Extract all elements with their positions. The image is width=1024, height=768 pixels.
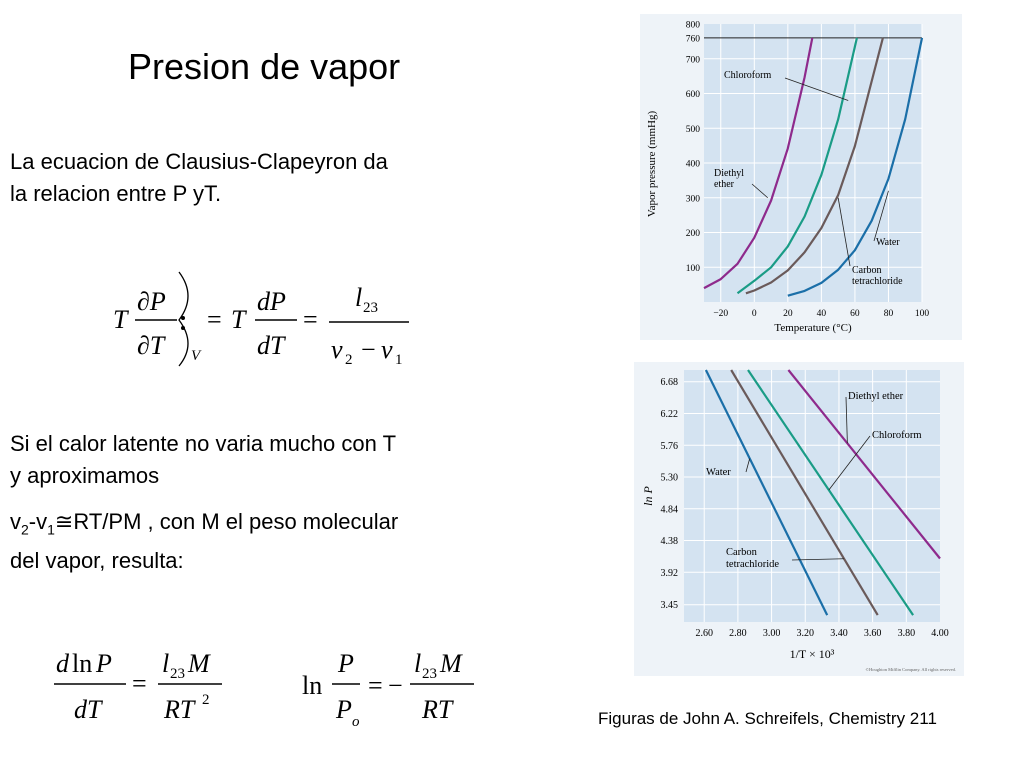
x-tick-label: 2.80	[729, 628, 747, 639]
svg-text:P: P	[336, 695, 352, 724]
svg-text:=: =	[368, 671, 383, 700]
y-tick-label: 4.38	[660, 536, 678, 548]
series-label-diethyl-ether: ether	[714, 179, 734, 190]
series-label-carbon-tetrachloride: tetrachloride	[726, 559, 780, 570]
svg-text:=: =	[207, 305, 222, 334]
svg-text:=: =	[303, 305, 318, 334]
x-tick-label: 60	[850, 309, 860, 319]
svg-text:l: l	[162, 649, 170, 678]
series-label-water: Water	[876, 237, 900, 248]
x-tick-label: 80	[883, 309, 894, 319]
series-label-diethyl-ether: Diethyl	[714, 168, 744, 179]
y-tick-label: 3.92	[660, 567, 678, 579]
svg-text:2: 2	[202, 692, 210, 708]
x-tick-label: 2.60	[695, 628, 713, 639]
intro-line-2: la relacion entre P yT.	[10, 181, 222, 206]
y-tick-label: 6.22	[660, 408, 678, 420]
clausius-clapeyron-equation	[105, 266, 425, 376]
ln-p-po-equation	[298, 640, 478, 736]
svg-text:dT: dT	[74, 695, 102, 724]
svg-text:M: M	[188, 649, 210, 678]
approx-paragraph	[10, 506, 520, 577]
svg-text:ln: ln	[302, 671, 323, 700]
svg-text:ln: ln	[72, 649, 93, 678]
svg-text:P: P	[338, 649, 354, 678]
svg-text:2: 2	[345, 352, 353, 368]
svg-text:1: 1	[395, 352, 403, 368]
svg-text:M: M	[440, 649, 462, 678]
y-tick-label: 100	[685, 263, 700, 274]
x-tick-label: 4.00	[931, 628, 949, 639]
series-label-carbon-tetrachloride: Carbon	[726, 547, 757, 558]
svg-text:RT: RT	[164, 695, 195, 724]
x-tick-label: 20	[783, 309, 793, 319]
x-axis-label: Temperature (°C)	[774, 322, 852, 334]
intro-paragraph	[10, 146, 520, 210]
x-tick-label: 3.00	[762, 628, 781, 639]
y-axis-label: Vapor pressure (mmHg)	[646, 110, 658, 218]
svg-text:o: o	[352, 714, 360, 730]
figure-caption: Figuras de John A. Schreifels, Chemistry 211	[598, 709, 937, 728]
x-tick-label: 100	[914, 309, 930, 319]
series-label-chloroform: Chloroform	[872, 430, 922, 441]
svg-text:23: 23	[422, 666, 437, 682]
y-tick-label: 800	[685, 20, 700, 31]
x-tick-label: 3.80	[897, 628, 916, 639]
x-tick-label: 0	[751, 309, 757, 319]
svg-text:v: v	[381, 335, 393, 364]
x-tick-label: 40	[816, 309, 827, 319]
y-tick-label: 300	[685, 194, 700, 205]
svg-text:T: T	[231, 305, 246, 334]
series-label-chloroform: Chloroform	[724, 70, 772, 81]
copyright-note: ©Houghton Mifflin Company. All rights reserved.	[865, 667, 956, 672]
latent-paragraph	[10, 428, 520, 492]
y-tick-label: 600	[685, 90, 700, 100]
y-tick-label: 400	[685, 159, 700, 170]
series-label-carbon-tetrachloride: Carbon	[852, 265, 882, 276]
x-tick-label: 3.20	[796, 628, 815, 639]
series-label-water: Water	[706, 467, 731, 478]
slide-title: Presion de vapor	[128, 46, 401, 87]
y-tick-label: 5.76	[660, 440, 678, 452]
y-tick-label: 760	[685, 34, 700, 45]
svg-text:P: P	[96, 649, 112, 678]
y-axis-label: ln P	[641, 486, 655, 506]
latent-line-1: Si el calor latente no varia mucho con T	[10, 431, 397, 456]
y-tick-label: 5.30	[660, 472, 678, 484]
svg-text:RT: RT	[422, 695, 453, 724]
svg-text:dP: dP	[257, 287, 286, 316]
svg-text:l: l	[414, 649, 422, 678]
series-label-carbon-tetrachloride: tetrachloride	[852, 276, 903, 287]
y-tick-label: 500	[685, 124, 700, 135]
y-tick-label: 6.68	[660, 377, 678, 389]
dlnp-dt-equation	[50, 640, 230, 730]
x-axis-label: 1/T × 10³	[789, 647, 835, 661]
approx-line-2: del vapor, resulta:	[10, 548, 184, 574]
vapor-pressure-chart	[640, 14, 962, 340]
y-tick-label: 700	[685, 55, 700, 66]
svg-text:d: d	[56, 649, 69, 678]
svg-text:−: −	[361, 335, 376, 364]
svg-text:−: −	[388, 671, 403, 700]
y-tick-label: 3.45	[660, 600, 678, 612]
ln-p-chart	[634, 362, 964, 676]
approx-line-1: $v_2-v_1≅RT/PM$ , con M el peso molecular	[10, 509, 399, 538]
svg-text:∂T: ∂T	[137, 331, 165, 360]
y-tick-label: 4.84	[660, 504, 678, 516]
svg-text:=: =	[132, 669, 147, 698]
svg-text:l: l	[355, 283, 363, 312]
y-tick-label: 200	[685, 229, 700, 239]
svg-text:23: 23	[170, 666, 185, 682]
x-tick-label: −20	[713, 309, 729, 319]
svg-text:V: V	[191, 348, 201, 364]
svg-text:23: 23	[363, 300, 378, 316]
svg-text:v: v	[331, 335, 343, 364]
svg-text:T: T	[113, 305, 128, 334]
x-tick-label: 3.40	[830, 628, 848, 639]
latent-line-2: y aproximamos	[10, 463, 160, 488]
svg-text:dT: dT	[257, 331, 285, 360]
x-tick-label: 3.60	[863, 628, 882, 639]
svg-text:∂P: ∂P	[137, 287, 166, 316]
intro-line-1: La ecuacion de Clausius-Clapeyron da	[10, 149, 388, 174]
series-label-diethyl-ether: Diethyl ether	[848, 391, 904, 402]
